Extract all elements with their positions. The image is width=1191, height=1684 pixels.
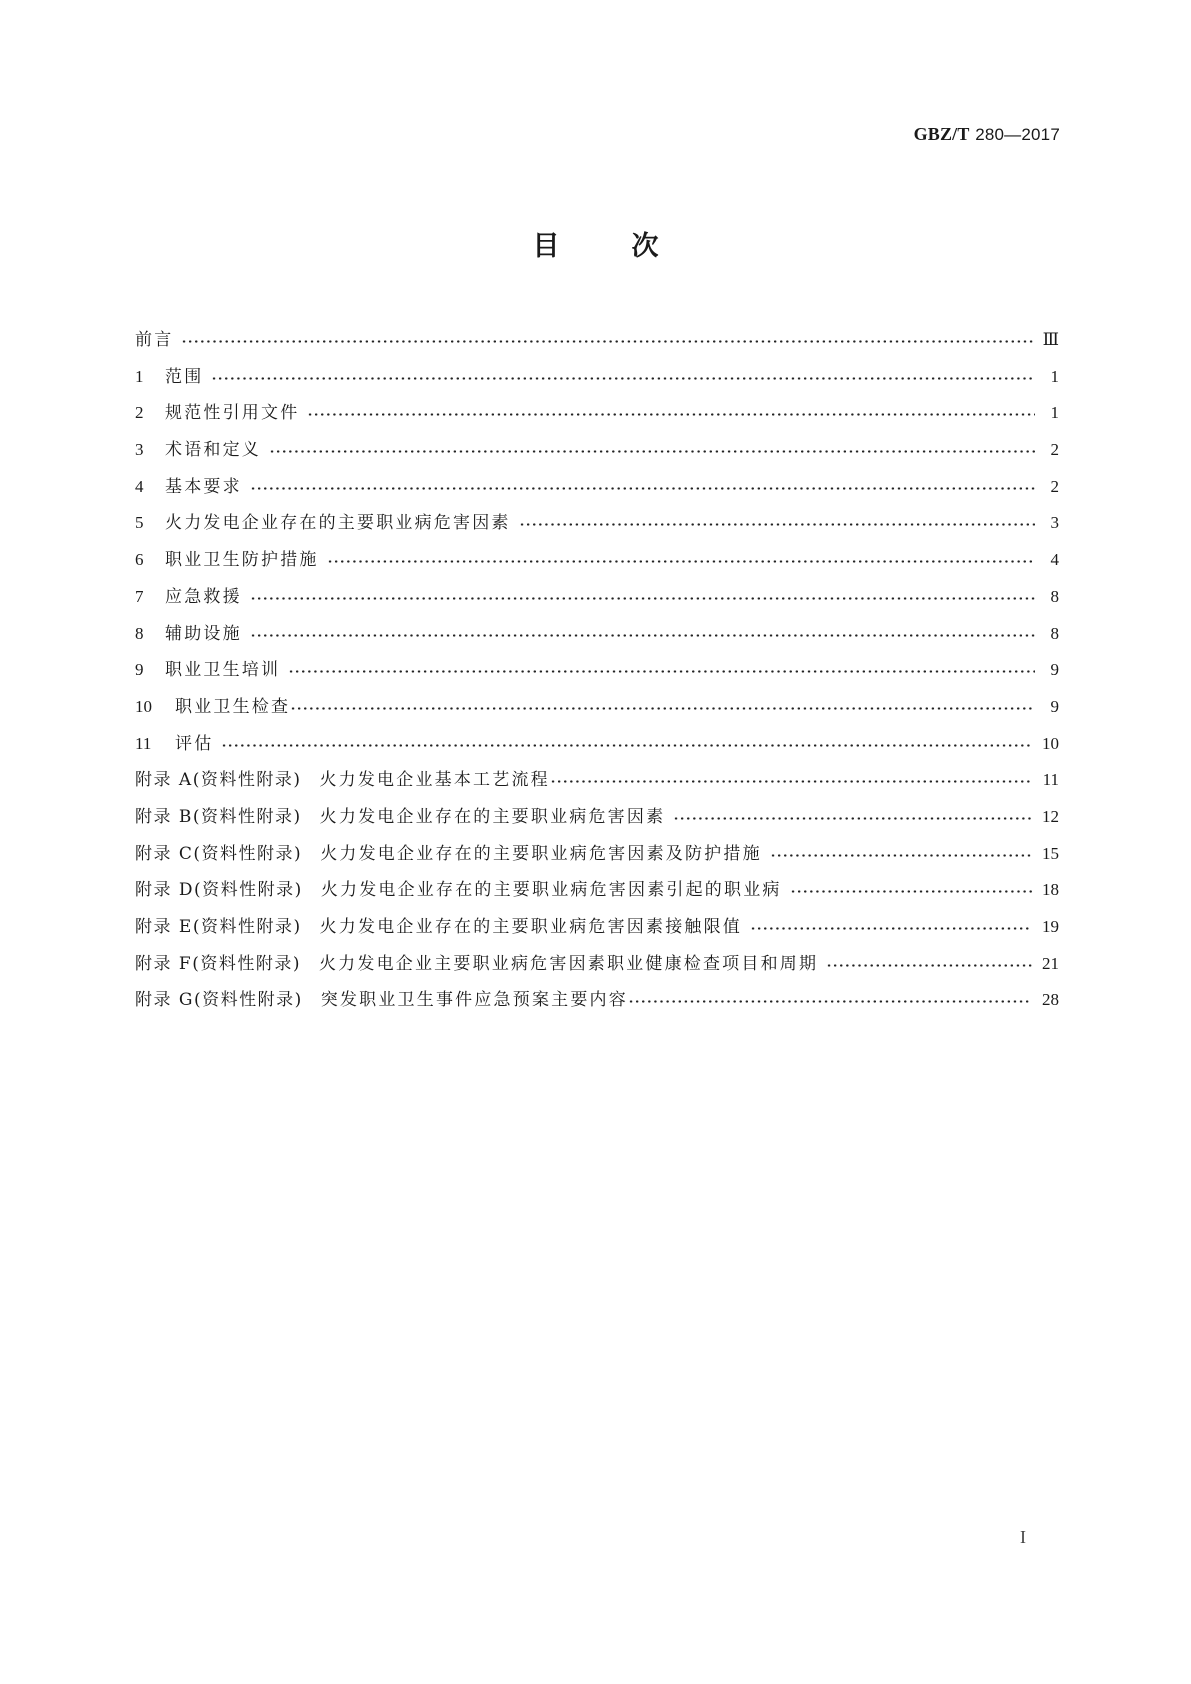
toc-entry-label: 职业卫生培训 [165, 660, 281, 681]
toc-entry-number: 7 [135, 586, 144, 606]
dot-leader [826, 955, 1032, 969]
dot-leader [673, 808, 1032, 822]
toc-entry-label: 规范性引用文件 [165, 403, 300, 424]
dot-leader [288, 661, 1035, 675]
toc-entry-number: 4 [135, 476, 144, 496]
toc-entry-page: 11 [1042, 770, 1059, 790]
dot-leader [211, 368, 1035, 382]
page-number: I [1020, 1527, 1026, 1547]
dot-leader [628, 991, 1032, 1005]
dot-leader [790, 881, 1032, 895]
toc-entry-page: Ⅲ [1042, 330, 1059, 349]
dot-leader [770, 845, 1032, 859]
toc-appendix-c[interactable] [135, 844, 1059, 881]
toc-entry-number: 10 [135, 696, 152, 716]
toc-entry-2[interactable] [135, 403, 1059, 440]
toc-entry-page: 19 [1042, 917, 1059, 936]
appendix-title: 火力发电企业存在的主要职业病危害因素及防护措施 [320, 843, 762, 864]
toc-entry-page: 8 [1050, 623, 1059, 643]
toc-appendix-g[interactable] [135, 990, 1059, 1027]
toc-entry-label: 术语和定义 [165, 440, 261, 461]
toc-appendix-b[interactable] [135, 807, 1059, 844]
toc-entry-1[interactable] [135, 367, 1059, 404]
appendix-prefix: 附录 B [135, 806, 193, 827]
toc-entry-label: 职业卫生检查 [175, 696, 291, 717]
page-title [0, 224, 1191, 263]
appendix-type: (资料性附录) [193, 843, 303, 864]
document-code-number: 280—2017 [975, 125, 1060, 144]
toc-entry-page: 2 [1050, 440, 1059, 460]
document-code-prefix: GBZ/T [913, 124, 970, 144]
appendix-type: (资料性附录) [192, 917, 302, 937]
toc-entry-9[interactable] [135, 660, 1059, 697]
toc-entry-3[interactable] [135, 440, 1059, 477]
document-code [914, 124, 1060, 145]
toc-entry-page: 10 [1042, 733, 1059, 753]
toc-entry-page: 2 [1050, 476, 1059, 496]
toc-appendix-a[interactable] [135, 770, 1059, 807]
toc-entry-page: 21 [1042, 953, 1059, 973]
dot-leader [269, 441, 1035, 455]
appendix-type: (资料性附录) [194, 880, 303, 901]
dot-leader [519, 514, 1035, 528]
dot-leader [250, 588, 1035, 602]
toc-entry-11[interactable] [135, 734, 1059, 771]
appendix-title: 火力发电企业存在的主要职业病危害因素 [319, 806, 666, 827]
dot-leader [307, 404, 1035, 418]
toc-entry-page: 12 [1042, 806, 1059, 826]
toc-entry-label: 辅助设施 [165, 623, 242, 644]
toc-entry-number: 6 [135, 550, 144, 570]
dot-leader [250, 625, 1035, 639]
toc-entry-page: 3 [1050, 513, 1059, 533]
toc-entry-10[interactable] [135, 697, 1059, 734]
toc-entry-number: 3 [135, 440, 144, 460]
appendix-title: 火力发电企业存在的主要职业病危害因素引起的职业病 [320, 880, 782, 901]
toc-entry-6[interactable] [135, 550, 1059, 587]
toc-appendix-f[interactable] [135, 954, 1059, 991]
toc-entry-page: 28 [1042, 990, 1059, 1010]
appendix-prefix: 附录 A [135, 770, 193, 791]
appendix-title: 火力发电企业基本工艺流程 [319, 770, 550, 791]
toc-entry-page: 1 [1050, 366, 1059, 386]
page-title-char-1: 目 [532, 231, 560, 262]
toc-entry-label: 评估 [175, 733, 214, 754]
toc-entry-4[interactable] [135, 477, 1059, 514]
dot-leader [550, 771, 1033, 785]
dot-leader [327, 551, 1035, 565]
appendix-title: 突发职业卫生事件应急预案主要内容 [320, 990, 628, 1011]
toc-entry-label: 职业卫生防护措施 [165, 550, 319, 571]
appendix-title: 火力发电企业主要职业病危害因素职业健康检查项目和周期 [318, 953, 819, 974]
toc-entry-page: 15 [1042, 843, 1059, 863]
appendix-prefix: 附录 G [135, 990, 194, 1011]
toc-appendix-e[interactable] [135, 917, 1059, 954]
toc-entry-number: 1 [135, 366, 144, 386]
appendix-prefix: 附录 E [135, 917, 193, 937]
toc-entry-page: 1 [1050, 403, 1059, 423]
appendix-prefix: 附录 F [135, 953, 193, 974]
toc-entry-5[interactable] [135, 513, 1059, 550]
dot-leader [750, 918, 1032, 932]
toc-entry-page: 8 [1050, 586, 1059, 606]
appendix-type: (资料性附录) [192, 806, 302, 827]
page-title-char-2: 次 [631, 231, 659, 262]
dot-leader [250, 478, 1035, 492]
toc-entry-label: 前言 [135, 330, 174, 350]
toc-entry-label: 范围 [165, 366, 204, 387]
toc-entry-page: 18 [1042, 880, 1059, 900]
toc-entry-label: 火力发电企业存在的主要职业病危害因素 [165, 513, 511, 534]
appendix-prefix: 附录 D [135, 880, 195, 901]
toc-entry-label: 应急救援 [165, 586, 242, 607]
toc-entry-8[interactable] [135, 624, 1059, 661]
appendix-type: (资料性附录) [192, 953, 301, 974]
appendix-type: (资料性附录) [193, 990, 303, 1011]
toc-entry-page: 9 [1050, 660, 1059, 680]
toc-entry-page: 9 [1050, 696, 1059, 716]
toc-entry-number: 9 [135, 660, 144, 680]
toc-appendix-d[interactable] [135, 880, 1059, 917]
toc-entry-label: 基本要求 [165, 476, 242, 497]
toc-entry-number: 8 [135, 623, 144, 643]
toc-entry-number: 11 [135, 733, 152, 753]
appendix-type: (资料性附录) [192, 770, 302, 791]
toc-entry-7[interactable] [135, 587, 1059, 624]
appendix-title: 火力发电企业存在的主要职业病危害因素接触限值 [319, 917, 742, 937]
dot-leader [221, 735, 1032, 749]
appendix-prefix: 附录 C [135, 843, 194, 864]
dot-leader [290, 698, 1035, 712]
table-of-contents [135, 330, 1059, 1027]
toc-entry-page: 4 [1050, 550, 1059, 570]
dot-leader [181, 331, 1032, 345]
toc-entry-number: 5 [135, 513, 144, 533]
toc-entry-number: 2 [135, 403, 144, 423]
toc-entry-foreword[interactable] [135, 330, 1059, 367]
